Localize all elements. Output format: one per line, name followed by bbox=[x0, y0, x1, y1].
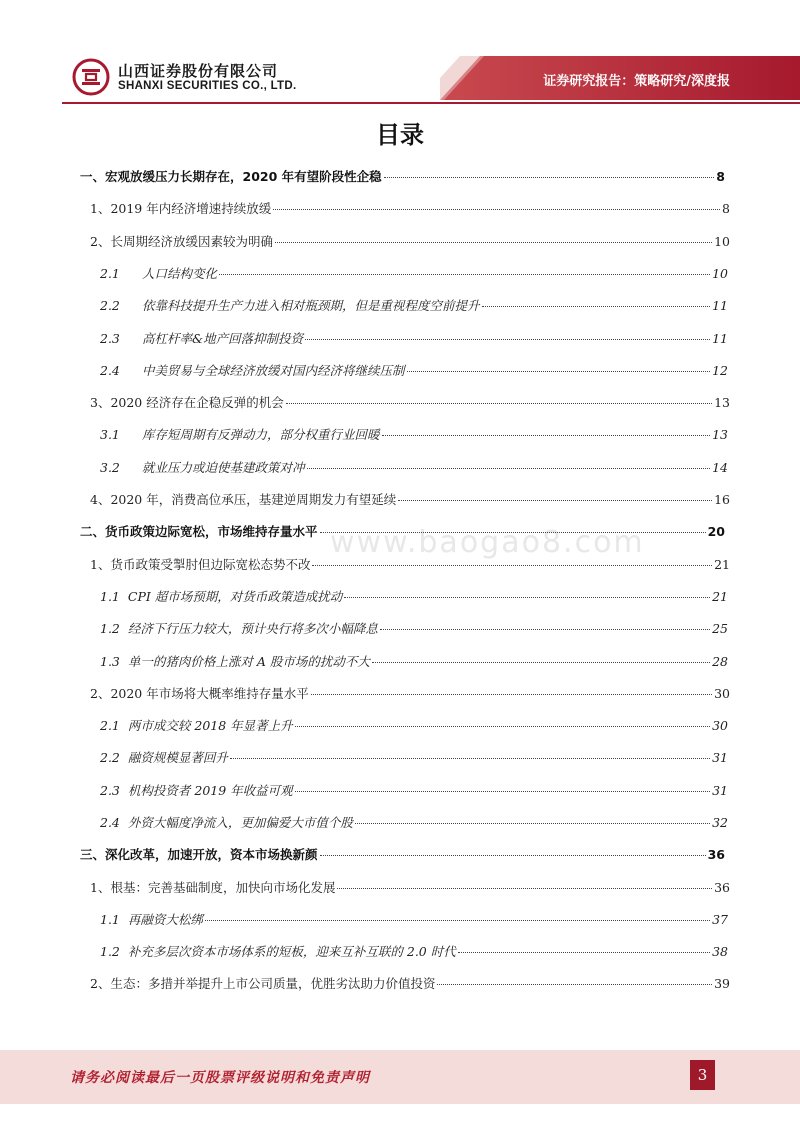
toc-entry[interactable] bbox=[100, 812, 728, 832]
toc-entry-page: 31 bbox=[712, 750, 728, 765]
toc-entry-page: 12 bbox=[712, 363, 728, 378]
toc-entry-text: 1、2019 年内经济增速持续放缓 bbox=[90, 201, 272, 216]
toc-leader-dots bbox=[398, 486, 712, 501]
toc-leader-dots bbox=[355, 809, 710, 824]
company-logo-icon bbox=[72, 58, 110, 96]
toc-entry[interactable] bbox=[100, 328, 728, 348]
toc-entry-page: 11 bbox=[712, 298, 728, 313]
toc-entry[interactable] bbox=[90, 683, 730, 703]
toc-entry-number: 1.1 bbox=[100, 912, 120, 927]
toc-title: 目录 bbox=[376, 121, 424, 149]
toc-entry[interactable] bbox=[90, 973, 730, 993]
toc-entry-text: 3、2020 经济存在企稳反弹的机会 bbox=[90, 395, 284, 410]
toc-leader-dots bbox=[230, 744, 710, 759]
toc-entry[interactable] bbox=[100, 651, 728, 671]
toc-entry-text: 经济下行压力较大，预计央行将多次小幅降息 bbox=[127, 621, 378, 636]
report-type: 证券研究报告：策略研究/深度报 bbox=[543, 74, 730, 89]
toc-entry-text: 4、2020 年，消费高位承压，基建逆周期发力有望延续 bbox=[90, 492, 397, 507]
toc-entry-page: 13 bbox=[714, 395, 730, 410]
toc-entry-text: 二、货币政策边际宽松，市场维持存量水平 bbox=[80, 524, 318, 539]
toc-entry-page: 11 bbox=[712, 331, 728, 346]
toc-entry-page: 25 bbox=[712, 621, 728, 636]
toc-entry-number: 2.1 bbox=[100, 718, 120, 733]
toc-entry[interactable] bbox=[90, 392, 730, 412]
toc-leader-dots bbox=[372, 648, 710, 663]
toc-entry[interactable] bbox=[90, 877, 730, 897]
toc-leader-dots bbox=[384, 163, 715, 178]
toc-entry[interactable] bbox=[100, 747, 728, 767]
toc-entry-number: 1.1 bbox=[100, 589, 120, 604]
toc-entry-page: 21 bbox=[712, 589, 728, 604]
toc-entry-number: 2.3 bbox=[100, 783, 120, 798]
toc-entry-number: 3.2 bbox=[100, 460, 120, 475]
toc-entry-page: 28 bbox=[712, 654, 728, 669]
toc-entry-page: 36 bbox=[707, 847, 725, 862]
toc-leader-dots bbox=[295, 712, 710, 727]
toc-entry-number: 2.2 bbox=[100, 750, 120, 765]
toc-entry-text: 依靠科技提升生产力进入相对瓶颈期，但是重视程度空前提升 bbox=[142, 298, 480, 313]
toc-leader-dots bbox=[382, 421, 711, 436]
toc-entry[interactable] bbox=[100, 586, 728, 606]
toc-entry[interactable] bbox=[90, 489, 730, 509]
toc-entry-text: 补充多层次资本市场体系的短板，迎来互补互联的 2.0 时代 bbox=[127, 944, 456, 959]
toc-leader-dots bbox=[219, 260, 710, 275]
watermark: www.baogao8.com bbox=[330, 525, 645, 560]
header-divider bbox=[62, 102, 800, 104]
toc-entry-text: 2、长周期经济放缓因素较为明确 bbox=[90, 234, 273, 249]
toc-entry-number: 1.2 bbox=[100, 621, 120, 636]
toc-entry-number: 2.2 bbox=[100, 298, 120, 313]
toc-entry[interactable] bbox=[80, 844, 725, 864]
toc-entry[interactable] bbox=[80, 521, 725, 541]
toc-entry-page: 8 bbox=[722, 201, 730, 216]
toc-entry-text: 就业压力或迫使基建政策对冲 bbox=[142, 460, 305, 475]
company-name-cn: 山西证券股份有限公司 bbox=[118, 62, 279, 80]
toc-entry[interactable] bbox=[90, 231, 730, 251]
toc-leader-dots bbox=[305, 325, 710, 340]
toc-entry-text: 高杠杆率&地产回落抑制投资 bbox=[142, 331, 304, 346]
toc-entry-page: 37 bbox=[712, 912, 728, 927]
toc-entry[interactable] bbox=[100, 360, 728, 380]
toc-entry-text: 单一的猪肉价格上涨对 A 股市场的扰动不大 bbox=[127, 654, 370, 669]
toc-entry-page: 14 bbox=[712, 460, 728, 475]
toc-entry-page: 10 bbox=[714, 234, 730, 249]
toc-entry-text: 两市成交较 2018 年显著上升 bbox=[127, 718, 293, 733]
toc-entry[interactable] bbox=[100, 715, 728, 735]
toc-leader-dots bbox=[407, 357, 711, 372]
toc-entry[interactable] bbox=[100, 457, 728, 477]
toc-entry-page: 38 bbox=[712, 944, 728, 959]
toc-entry[interactable] bbox=[100, 618, 728, 638]
toc-leader-dots bbox=[295, 777, 710, 792]
toc-entry[interactable] bbox=[100, 941, 728, 961]
toc-entry-page: 30 bbox=[714, 686, 730, 701]
toc-entry-number: 2.4 bbox=[100, 815, 120, 830]
toc-entry-page: 39 bbox=[714, 976, 730, 991]
toc-entry[interactable] bbox=[90, 198, 730, 218]
toc-entry-page: 36 bbox=[714, 880, 730, 895]
toc-entry[interactable] bbox=[100, 263, 728, 283]
page-header bbox=[0, 0, 800, 104]
toc-entry-number: 1.3 bbox=[100, 654, 120, 669]
toc-entry-text: 库存短周期有反弹动力，部分权重行业回暖 bbox=[142, 427, 380, 442]
company-name-en: SHANXI SECURITIES CO., LTD. bbox=[118, 80, 297, 92]
toc-entry-number: 2.3 bbox=[100, 331, 120, 346]
toc-leader-dots bbox=[344, 583, 710, 598]
toc-leader-dots bbox=[320, 841, 706, 856]
toc-entry-page: 21 bbox=[714, 557, 730, 572]
toc-entry-text: 一、宏观放缓压力长期存在，2020 年有望阶段性企稳 bbox=[80, 169, 382, 184]
toc-entry-page: 30 bbox=[712, 718, 728, 733]
toc-entry[interactable] bbox=[90, 554, 730, 574]
toc-leader-dots bbox=[380, 615, 710, 630]
toc-entry-text: 再融资大松绑 bbox=[127, 912, 203, 927]
toc-entry[interactable] bbox=[100, 295, 728, 315]
toc-entry-page: 10 bbox=[712, 266, 728, 281]
toc-entry-text: 融资规模显著回升 bbox=[127, 750, 228, 765]
toc-entry-page: 32 bbox=[712, 815, 728, 830]
toc-entry[interactable] bbox=[100, 424, 728, 444]
toc-entry-number: 2.4 bbox=[100, 363, 120, 378]
page-number: 3 bbox=[690, 1060, 715, 1090]
toc-entry-page: 31 bbox=[712, 783, 728, 798]
toc-entry-text: 2、生态：多措并举提升上市公司质量，优胜劣汰助力价值投资 bbox=[90, 976, 436, 991]
toc-entry-text: 2、2020 年市场将大概率维持存量水平 bbox=[90, 686, 309, 701]
toc-leader-dots bbox=[307, 454, 711, 469]
toc-leader-dots bbox=[205, 906, 710, 921]
toc-entry-page: 16 bbox=[714, 492, 730, 507]
toc-entry-text: CPI 超市场预期，对货币政策造成扰动 bbox=[127, 589, 343, 604]
toc-entry-text: 人口结构变化 bbox=[142, 266, 218, 281]
toc-entry-text: 中美贸易与全球经济放缓对国内经济将继续压制 bbox=[142, 363, 405, 378]
toc-entry-number: 3.1 bbox=[100, 427, 120, 442]
toc-entry-text: 1、根基：完善基础制度，加快向市场化发展 bbox=[90, 880, 336, 895]
toc-leader-dots bbox=[286, 389, 712, 404]
toc-leader-dots bbox=[458, 938, 710, 953]
toc-entry-text: 机构投资者 2019 年收益可观 bbox=[127, 783, 293, 798]
toc-entry-number: 1.2 bbox=[100, 944, 120, 959]
toc-leader-dots bbox=[273, 195, 720, 210]
toc-entry-text: 三、深化改革，加速开放，资本市场换新颜 bbox=[80, 847, 318, 862]
toc-entry-text: 1、货币政策受掣肘但边际宽松态势不改 bbox=[90, 557, 311, 572]
toc-entry-page: 13 bbox=[712, 427, 728, 442]
toc-entry-page: 8 bbox=[716, 169, 725, 184]
toc-leader-dots bbox=[482, 292, 711, 307]
toc-entry-page: 20 bbox=[707, 524, 725, 539]
toc-entry[interactable] bbox=[100, 909, 728, 929]
footer-disclaimer: 请务必阅读最后一页股票评级说明和免责声明 bbox=[70, 1070, 370, 1086]
toc-leader-dots bbox=[311, 680, 712, 695]
toc-leader-dots bbox=[337, 874, 712, 889]
toc-leader-dots bbox=[437, 970, 712, 985]
toc-entry-number: 2.1 bbox=[100, 266, 120, 281]
toc-entry[interactable] bbox=[100, 780, 728, 800]
toc-entry-text: 外资大幅度净流入，更加偏爱大市值个股 bbox=[127, 815, 353, 830]
toc-leader-dots bbox=[320, 518, 706, 533]
toc-leader-dots bbox=[312, 551, 712, 566]
toc-entry[interactable] bbox=[80, 166, 725, 186]
toc-leader-dots bbox=[275, 228, 712, 243]
